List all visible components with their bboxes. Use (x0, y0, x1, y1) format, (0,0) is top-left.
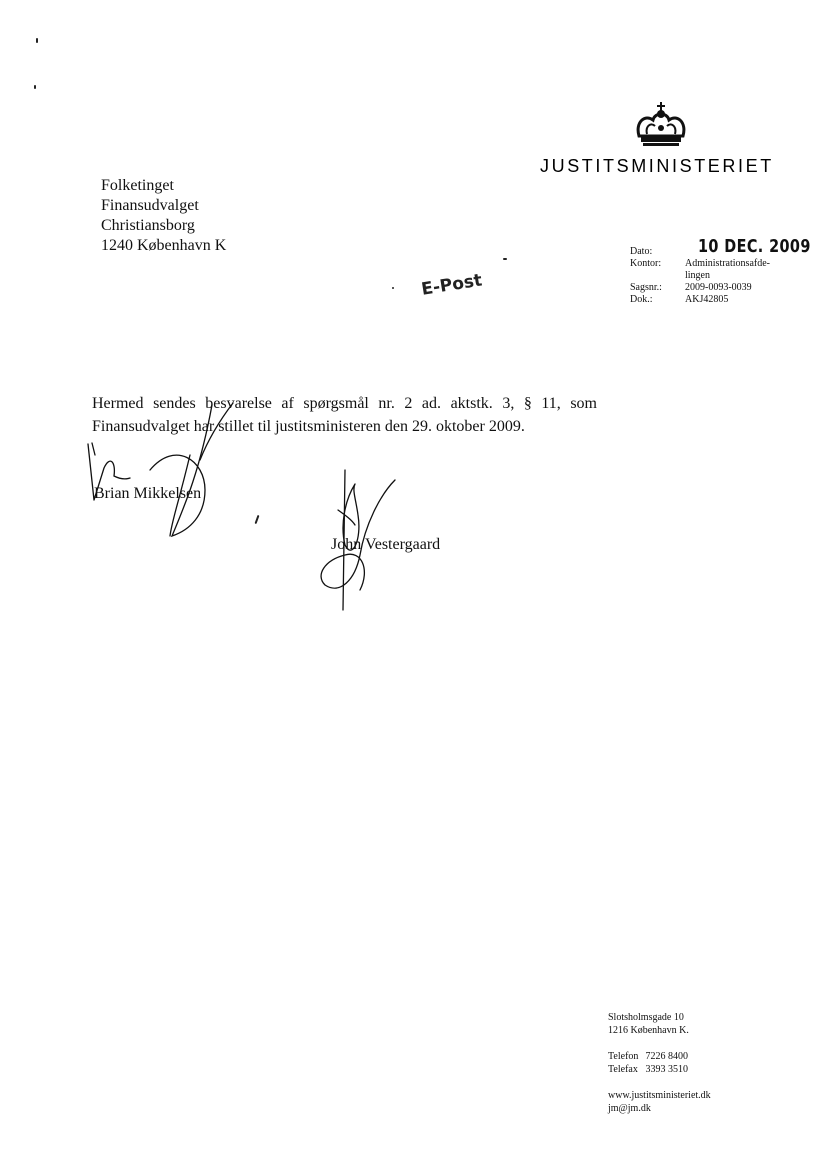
telefax-value: 3393 3510 (645, 1064, 688, 1075)
scan-speck (34, 85, 36, 89)
recipient-line: 1240 København K (101, 237, 227, 254)
footer-address-line: Slotsholmsgade 10 (608, 1012, 684, 1023)
dok-label: Dok.: (630, 294, 653, 305)
footer-website-link[interactable]: www.justitsministeriet.dk (608, 1090, 711, 1101)
scan-speck (36, 38, 38, 43)
footer-telefon (608, 1050, 711, 1063)
scan-speck (503, 258, 507, 260)
footer-email-link[interactable]: jm@jm.dk (608, 1103, 651, 1114)
signature-stroke (338, 510, 355, 525)
danish-crown-crest-icon (633, 102, 689, 148)
signatory-name: John Vestergaard (331, 536, 441, 553)
e-post-stamp: E-Post (420, 270, 484, 300)
sagsnr-label: Sagsnr.: (630, 282, 662, 293)
recipient-line: Folketinget (101, 177, 174, 194)
signatory-name: Brian Mikkelsen (94, 485, 202, 502)
kontor-value-cont: lingen (685, 270, 710, 281)
kontor-value: Administrationsafde- (685, 258, 770, 269)
signature-stroke (321, 480, 395, 590)
letter-body: Hermed sendes besvarelse af spørgsmål nr. 2 ad. aktstk. 3, § 11, som Finansudvalget har stillet til justitsministeren den 29. oktober 2009. (92, 395, 597, 435)
ministry-contact-footer (608, 1011, 711, 1115)
recipient-address (101, 176, 226, 256)
scan-speck (392, 287, 394, 289)
recipient-line: Finansudvalget (101, 197, 199, 214)
footer-telefax (608, 1063, 711, 1076)
scan-speck (255, 515, 260, 524)
telefon-value: 7226 8400 (645, 1051, 688, 1062)
dato-label: Dato: (630, 246, 653, 257)
telefax-label: Telefax (608, 1064, 638, 1075)
ministry-name: JUSTITSMINISTERIET (540, 156, 774, 176)
telefon-label: Telefon (608, 1051, 639, 1062)
sagsnr-value: 2009-0093-0039 (685, 282, 752, 293)
recipient-line: Christiansborg (101, 217, 195, 234)
dok-value: AKJ42805 (685, 294, 729, 305)
footer-address-line: 1216 København K. (608, 1025, 689, 1036)
signature-stroke (92, 443, 95, 455)
date-stamp: 10 DEC. 2009 (698, 236, 811, 257)
kontor-label: Kontor: (630, 258, 662, 269)
